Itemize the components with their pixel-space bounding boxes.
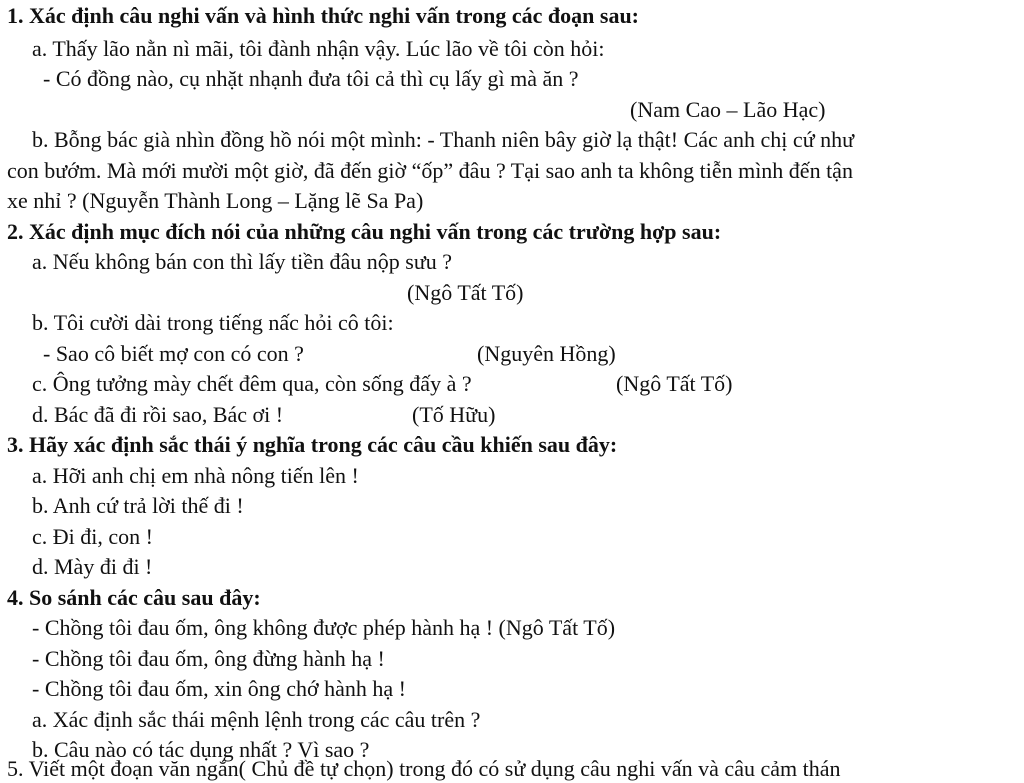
q2-a-source: (Ngô Tất Tố) — [407, 280, 524, 305]
q4-a: a. Xác định sắc thái mệnh lệnh trong các câu trên ? — [32, 707, 481, 732]
q2-b-line2: - Sao cô biết mợ con có con ? — [43, 341, 304, 366]
q1-b-line1: b. Bỗng bác già nhìn đồng hồ nói một mình: - Thanh niên bây giờ lạ thật! Các anh chị cứ như — [32, 127, 855, 152]
q2-c-line: c. Ông tưởng mày chết đêm qua, còn sống đấy à ? — [32, 371, 472, 396]
q1-a-line1: a. Thấy lão nằn nì mãi, tôi đành nhận vậy. Lúc lão về tôi còn hỏi: — [32, 36, 605, 61]
q4-heading: 4. So sánh các câu sau đây: — [7, 585, 261, 610]
q1-heading: 1. Xác định câu nghi vấn và hình thức nghi vấn trong các đoạn sau: — [7, 3, 640, 28]
q3-c: c. Đi đi, con ! — [32, 524, 153, 549]
q3-b: b. Anh cứ trả lời thế đi ! — [32, 493, 244, 518]
q1-a-line2: - Có đồng nào, cụ nhặt nhạnh đưa tôi cả thì cụ lấy gì mà ăn ? — [43, 66, 579, 91]
q3-a: a. Hỡi anh chị em nhà nông tiến lên ! — [32, 463, 359, 488]
q4-b: b. Câu nào có tác dụng nhất ? Vì sao ? — [32, 737, 370, 762]
q2-d-line: d. Bác đã đi rồi sao, Bác ơi ! — [32, 402, 284, 427]
q2-b-line1: b. Tôi cười dài trong tiếng nấc hỏi cô tôi: — [32, 310, 394, 335]
q1-a-source: (Nam Cao – Lão Hạc) — [630, 97, 826, 122]
q4-sentence-2: - Chồng tôi đau ốm, ông đừng hành hạ ! — [32, 646, 385, 671]
q2-a-line: a. Nếu không bán con thì lấy tiền đâu nộp sưu ? — [32, 249, 453, 274]
q1-b-line3: xe nhỉ ? (Nguyễn Thành Long – Lặng lẽ Sa Pa) — [7, 188, 424, 213]
q2-d-source: (Tố Hữu) — [412, 402, 496, 427]
q2-b-source: (Nguyên Hồng) — [477, 341, 616, 366]
q5-line: 5. Viết một đoạn văn ngắn( Chủ đề tự chọn) trong đó có sử dụng câu nghi vấn và câu cảm thán — [7, 756, 841, 781]
q4-sentence-3: - Chồng tôi đau ốm, xin ông chớ hành hạ ! — [32, 676, 406, 701]
q3-heading: 3. Hãy xác định sắc thái ý nghĩa trong các câu cầu khiến sau đây: — [7, 432, 618, 457]
q3-d: d. Mày đi đi ! — [32, 554, 153, 579]
q1-b-line2: con bướm. Mà mới mười một giờ, đã đến giờ “ốp” đâu ? Tại sao anh ta không tiễn mình đến tận — [7, 158, 853, 183]
q2-c-source: (Ngô Tất Tố) — [616, 371, 733, 396]
q4-sentence-1: - Chồng tôi đau ốm, ông không được phép hành hạ ! (Ngô Tất Tố) — [32, 615, 616, 640]
q2-heading: 2. Xác định mục đích nói của những câu nghi vấn trong các trường hợp sau: — [7, 219, 722, 244]
